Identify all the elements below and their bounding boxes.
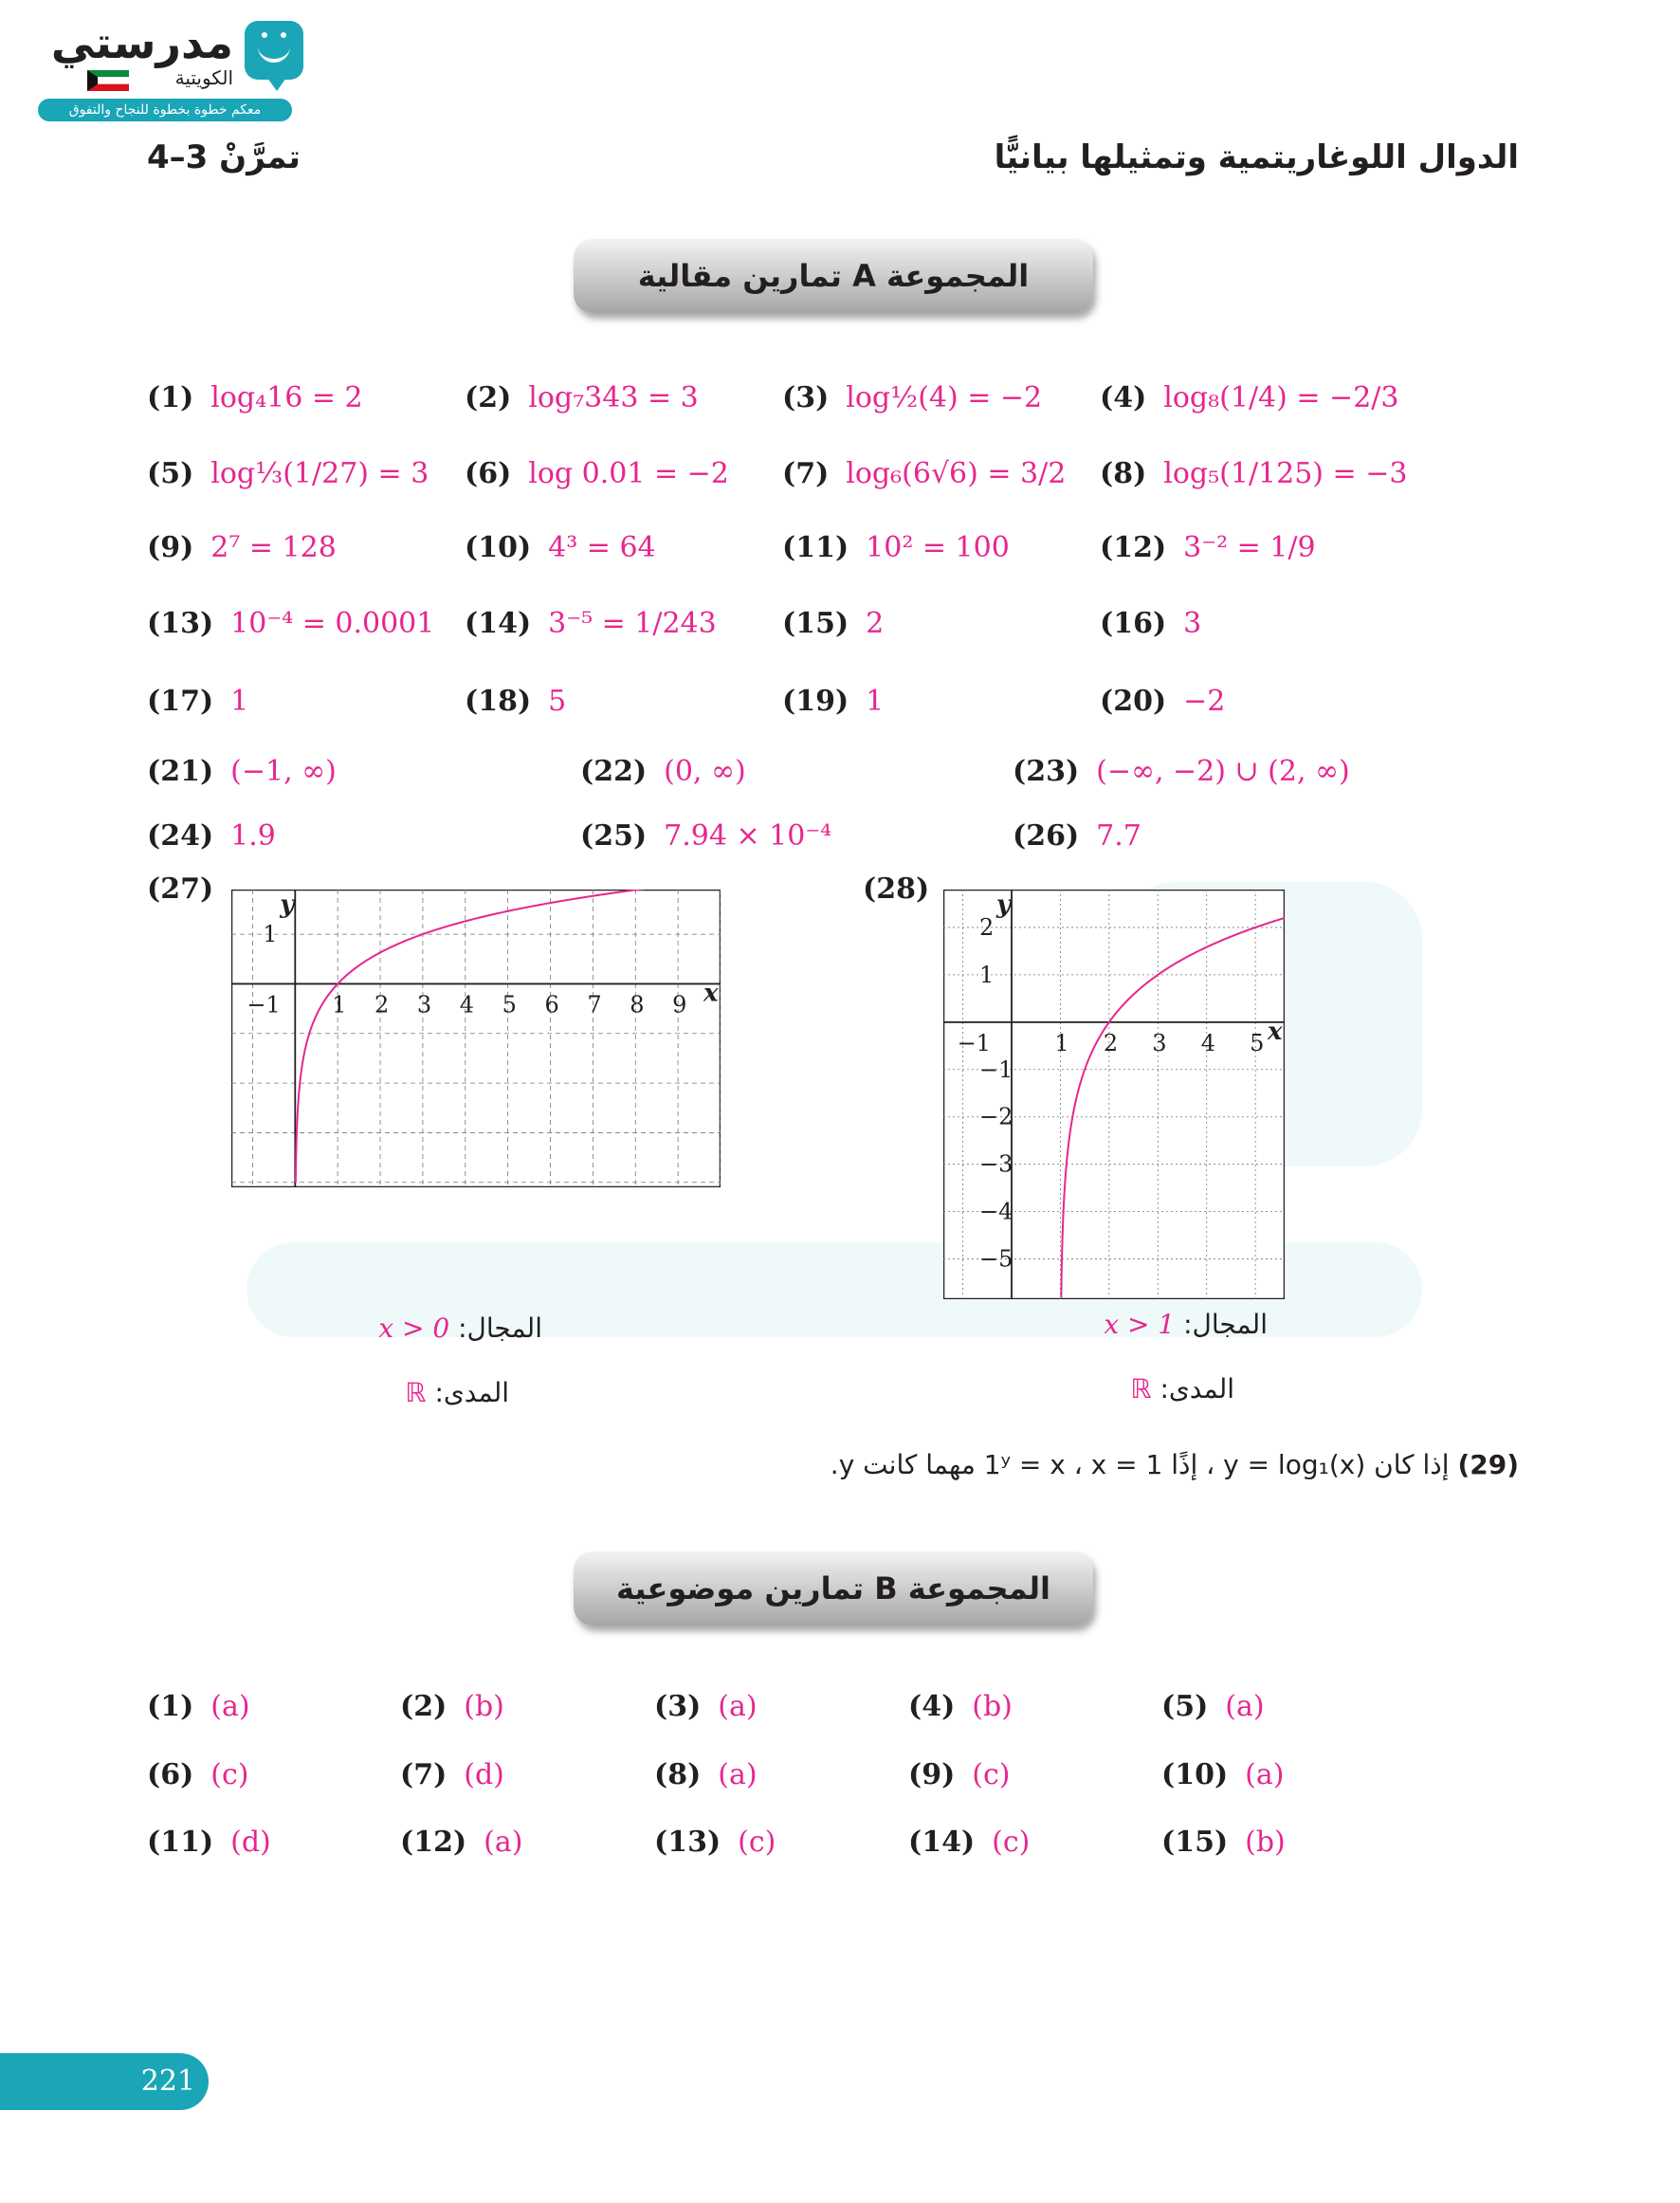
answer-number: (13) <box>654 1826 721 1859</box>
y-tick-label: −2 <box>979 1103 1013 1130</box>
x-tick-label: 7 <box>587 991 602 1019</box>
answer-item <box>147 531 337 564</box>
answer-item <box>1100 607 1201 640</box>
answer-number: (1) <box>147 381 194 414</box>
domain-label: المجال: <box>458 1313 542 1344</box>
answer-number: (5) <box>1161 1690 1209 1723</box>
y-tick-label: −5 <box>979 1245 1013 1273</box>
answer-number: (8) <box>654 1758 702 1791</box>
y-tick-label: −4 <box>979 1198 1013 1225</box>
answer-value: (a) <box>1225 1690 1265 1723</box>
answer-value: −2 <box>1183 685 1226 718</box>
x-tick-label: −1 <box>957 1029 991 1056</box>
answer-item <box>465 531 656 564</box>
answer-value: log₅(1/125) = −3 <box>1163 457 1408 490</box>
answer-item <box>1100 685 1225 718</box>
range-label: المدى: <box>1160 1373 1234 1404</box>
answer-value: (−1, ∞) <box>230 755 337 788</box>
answer-value: (c) <box>992 1826 1031 1859</box>
page-number: 221 <box>140 2065 195 2098</box>
question-29 <box>831 1449 1519 1480</box>
answer-item <box>400 1690 504 1723</box>
x-tick-label: 1 <box>1054 1029 1069 1056</box>
answer-item <box>147 685 248 718</box>
answer-value: 3⁻⁵ = 1/243 <box>548 607 717 640</box>
answer-item <box>147 755 337 788</box>
x-axis-label: x <box>1268 1017 1283 1046</box>
answer-number: (15) <box>1161 1826 1229 1859</box>
x-tick-label: 1 <box>332 991 347 1019</box>
answer-item <box>654 1758 758 1791</box>
answer-value: log⅓(1/27) = 3 <box>210 457 429 490</box>
x-tick-label: 5 <box>1250 1029 1265 1056</box>
y-tick-label: 1 <box>263 921 278 948</box>
answer-number: (11) <box>782 531 849 564</box>
answer-number: (21) <box>147 755 214 788</box>
logo-tagline: معكم خطوة بخطوة للنجاح والتفوق <box>38 99 292 121</box>
answer-number: (10) <box>465 531 532 564</box>
answer-number: (20) <box>1100 685 1167 718</box>
answer-item <box>908 1758 1010 1791</box>
answer-number: (15) <box>782 607 849 640</box>
answer-number: (14) <box>465 607 532 640</box>
answer-value: 1.9 <box>230 819 276 853</box>
answer-value: 4³ = 64 <box>548 531 656 564</box>
graph-frame <box>944 890 1285 1299</box>
answer-item <box>465 381 699 414</box>
answer-number: (19) <box>782 685 849 718</box>
answer-number: (5) <box>147 457 194 490</box>
answer-value: (d) <box>464 1758 504 1791</box>
answer-value: (b) <box>972 1690 1013 1723</box>
answer-value: 2⁷ = 128 <box>210 531 337 564</box>
answer-number: (1) <box>147 1690 194 1723</box>
answer-item <box>580 819 831 853</box>
y-axis-label: y <box>280 890 295 919</box>
answer-number: (22) <box>580 755 648 788</box>
graph-27-number <box>147 872 230 906</box>
answer-number: (12) <box>400 1826 467 1859</box>
answer-value: (a) <box>1245 1758 1285 1791</box>
answer-value: log₆(6√6) = 3/2 <box>846 457 1067 490</box>
answer-value: (c) <box>738 1826 776 1859</box>
answer-number: (25) <box>580 819 648 853</box>
answer-number: (13) <box>147 607 214 640</box>
lesson-title: الدوال اللوغاريتمية وتمثيلها بيانيًّا <box>994 138 1519 176</box>
domain-label: المجال: <box>1183 1309 1268 1340</box>
x-tick-label: 8 <box>630 991 645 1019</box>
answer-number: (12) <box>1100 531 1167 564</box>
answer-value: log₄16 = 2 <box>210 381 363 414</box>
answer-number: (3) <box>782 381 830 414</box>
domain-value: x > 1 <box>1104 1309 1176 1340</box>
logo-eye-icon <box>281 32 286 38</box>
answer-number: (11) <box>147 1826 214 1859</box>
answer-item <box>1013 819 1141 853</box>
range-28 <box>1130 1373 1234 1404</box>
y-tick-label: −1 <box>979 1056 1013 1083</box>
answer-item <box>1013 755 1350 788</box>
x-tick-label: 2 <box>1103 1029 1119 1056</box>
answer-number: (17) <box>147 685 214 718</box>
answer-value: (a) <box>484 1826 523 1859</box>
answer-item <box>654 1690 758 1723</box>
answer-item <box>147 819 276 853</box>
x-tick-label: 3 <box>416 991 432 1019</box>
answer-item <box>580 755 746 788</box>
x-tick-label: −1 <box>247 991 281 1019</box>
brand-logo <box>38 17 303 121</box>
answer-number: (16) <box>1100 607 1167 640</box>
answer-number: (14) <box>908 1826 976 1859</box>
range-value: ℝ <box>1130 1373 1152 1404</box>
answer-number: (9) <box>147 531 194 564</box>
x-tick-label: 5 <box>502 991 517 1019</box>
range-label: المدى: <box>434 1377 509 1408</box>
answer-item <box>1100 381 1398 414</box>
answer-value: (c) <box>972 1758 1011 1791</box>
logo-country: الكويتية <box>174 66 233 89</box>
page-number-tab <box>0 2053 209 2110</box>
answer-value: (b) <box>1245 1826 1286 1859</box>
answer-number: (9) <box>908 1758 956 1791</box>
answer-item <box>400 1826 522 1859</box>
answer-number: (29) <box>1457 1449 1519 1480</box>
answer-value: (a) <box>718 1758 758 1791</box>
answer-number: (7) <box>400 1758 447 1791</box>
answer-value: (b) <box>464 1690 504 1723</box>
answer-number: (18) <box>465 685 532 718</box>
answer-item <box>147 1758 248 1791</box>
answer-number: (3) <box>654 1690 702 1723</box>
domain-28 <box>1104 1309 1268 1340</box>
answer-item <box>147 457 429 490</box>
answer-value: (a) <box>210 1690 250 1723</box>
domain-27 <box>378 1313 542 1344</box>
answer-number: (24) <box>147 819 214 853</box>
answer-value: 5 <box>548 685 567 718</box>
group-a-banner: المجموعة A تمارين مقالية <box>574 239 1093 313</box>
answer-value: (0, ∞) <box>664 755 746 788</box>
x-tick-label: 6 <box>544 991 559 1019</box>
answer-number: (6) <box>147 1758 194 1791</box>
answer-item <box>147 381 363 414</box>
logo-eye-icon <box>262 32 267 38</box>
answer-value: log½(4) = −2 <box>846 381 1043 414</box>
answer-item <box>1161 1826 1286 1859</box>
logo-name: مدرستي <box>50 17 233 68</box>
x-axis-label: x <box>703 979 719 1008</box>
answer-value: (a) <box>718 1690 758 1723</box>
y-axis-label: y <box>996 890 1012 919</box>
answer-value: 3⁻² = 1/9 <box>1183 531 1316 564</box>
answer-item <box>908 1690 1013 1723</box>
answer-value: (d) <box>230 1826 271 1859</box>
answer-value: 2 <box>866 607 885 640</box>
x-tick-label: 9 <box>672 991 687 1019</box>
answer-number: (2) <box>400 1690 447 1723</box>
answer-item <box>1100 531 1316 564</box>
answer-item <box>1161 1758 1284 1791</box>
answer-value: 7.7 <box>1096 819 1141 853</box>
answer-number: (4) <box>1100 381 1147 414</box>
answer-item <box>782 457 1066 490</box>
answer-number: (28) <box>863 872 930 906</box>
answer-number: (6) <box>465 457 512 490</box>
x-tick-label: 2 <box>374 991 390 1019</box>
answer-item <box>147 607 434 640</box>
answer-item <box>465 685 566 718</box>
answer-value: log 0.01 = −2 <box>528 457 729 490</box>
answer-item <box>147 1826 271 1859</box>
answer-number: (10) <box>1161 1758 1229 1791</box>
exercise-label: تمرَّنْ 3–4 <box>147 138 301 176</box>
graph-frame <box>232 890 721 1187</box>
y-tick-label: −3 <box>979 1150 1013 1178</box>
answer-number: (7) <box>782 457 830 490</box>
kuwait-flag-icon <box>87 70 129 91</box>
answer-value: log₇343 = 3 <box>528 381 699 414</box>
answer-item <box>465 457 729 490</box>
answer-number: (27) <box>147 872 214 906</box>
answer-item <box>1100 457 1407 490</box>
question-29-text: إذا كان y = log₁(x) ، إذًا 1ʸ = x ، x = 1 مهما كانت y. <box>830 1449 1450 1480</box>
logo-smile-icon <box>258 40 290 63</box>
answer-item <box>400 1758 504 1791</box>
answer-value: 10⁻⁴ = 0.0001 <box>230 607 435 640</box>
range-value: ℝ <box>405 1377 427 1408</box>
answer-value: 7.94 × 10⁻⁴ <box>664 819 832 853</box>
answer-item <box>782 381 1042 414</box>
answer-number: (23) <box>1013 755 1080 788</box>
logo-mark-icon <box>245 21 303 80</box>
answer-value: (−∞, −2) ∪ (2, ∞) <box>1096 755 1350 788</box>
x-tick-label: 3 <box>1152 1029 1167 1056</box>
answer-number: (2) <box>465 381 512 414</box>
y-tick-label: 1 <box>979 961 995 988</box>
answer-number: (4) <box>908 1690 956 1723</box>
graph-27 <box>231 890 721 1187</box>
answer-item <box>465 607 717 640</box>
answer-item <box>782 531 1010 564</box>
answer-item <box>1161 1690 1265 1723</box>
answer-value: log₈(1/4) = −2/3 <box>1163 381 1399 414</box>
graph-28 <box>943 890 1285 1299</box>
answer-item <box>782 607 884 640</box>
answer-value: 1 <box>866 685 885 718</box>
answer-item <box>147 1690 250 1723</box>
answer-number: (8) <box>1100 457 1147 490</box>
graph-28-number <box>863 872 946 906</box>
answer-item <box>908 1826 1030 1859</box>
x-tick-label: 4 <box>1200 1029 1215 1056</box>
group-b-banner: المجموعة B تمارين موضوعية <box>574 1551 1093 1625</box>
range-27 <box>405 1377 509 1408</box>
y-tick-label: 2 <box>979 913 995 941</box>
answer-value: (c) <box>210 1758 249 1791</box>
answer-item <box>782 685 884 718</box>
answer-value: 3 <box>1183 607 1202 640</box>
x-tick-label: 4 <box>459 991 475 1019</box>
answer-item <box>654 1826 776 1859</box>
answer-value: 1 <box>230 685 249 718</box>
domain-value: x > 0 <box>378 1313 450 1344</box>
answer-value: 10² = 100 <box>866 531 1010 564</box>
answer-number: (26) <box>1013 819 1080 853</box>
